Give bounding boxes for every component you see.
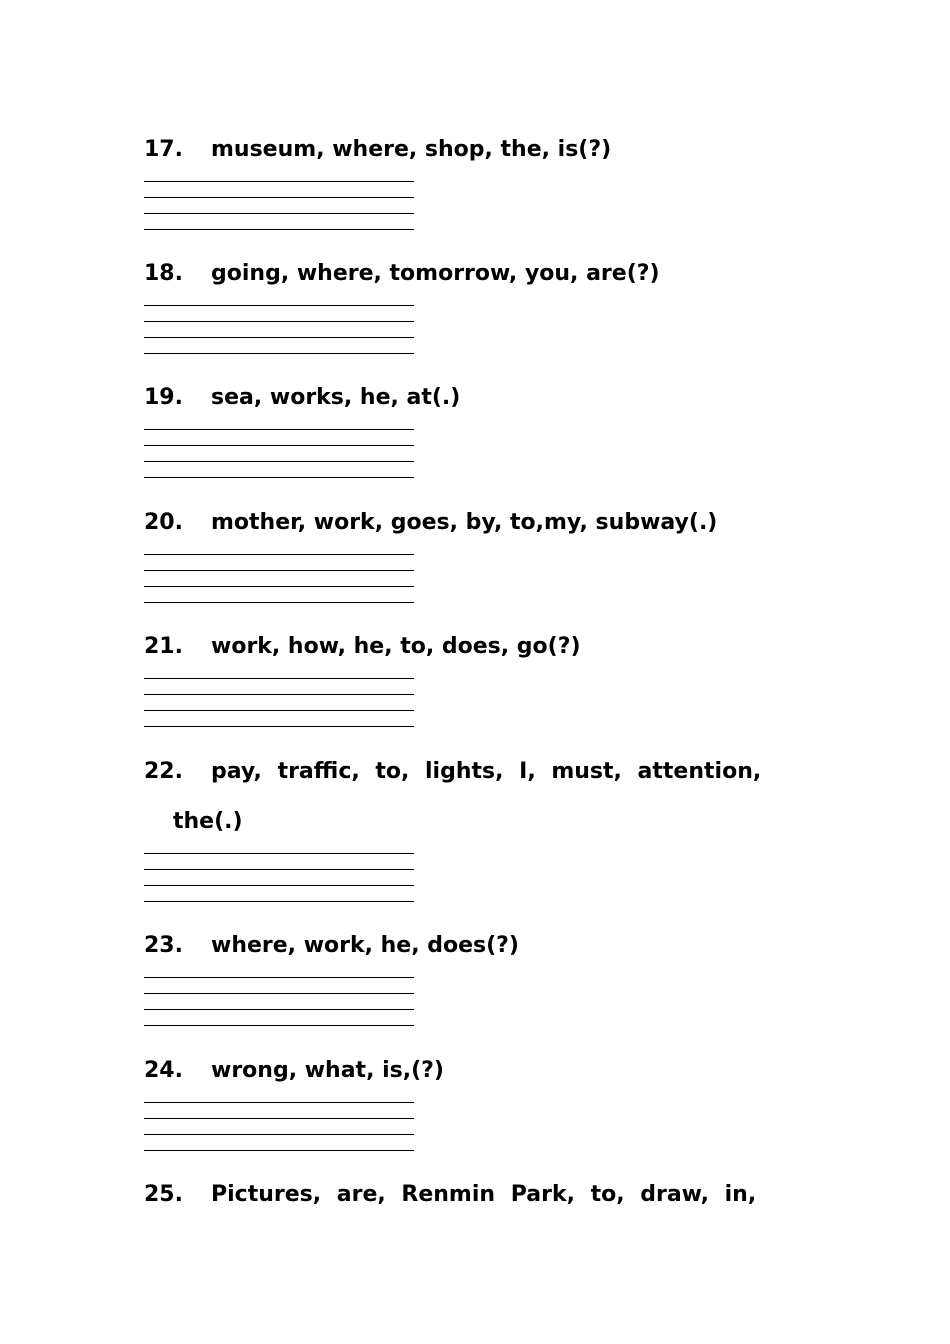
question-18 xyxy=(144,261,809,354)
question-19 xyxy=(144,385,809,478)
answer-line[interactable] xyxy=(144,181,414,182)
answer-line[interactable] xyxy=(144,570,414,571)
question-23 xyxy=(144,933,809,1026)
question-number: 22. xyxy=(144,759,183,784)
question-prompt xyxy=(144,759,809,785)
question-21 xyxy=(144,634,809,727)
question-25 xyxy=(144,1182,809,1208)
question-prompt xyxy=(144,261,809,287)
answer-line[interactable] xyxy=(144,694,414,695)
answer-line[interactable] xyxy=(144,477,414,478)
scrambled-words: where, work, he, does(?) xyxy=(211,933,519,958)
answer-line[interactable] xyxy=(144,305,414,306)
answer-lines[interactable] xyxy=(144,429,414,478)
answer-lines[interactable] xyxy=(144,678,414,727)
answer-line[interactable] xyxy=(144,1150,414,1151)
answer-line[interactable] xyxy=(144,977,414,978)
answer-line[interactable] xyxy=(144,710,414,711)
answer-line[interactable] xyxy=(144,429,414,430)
answer-line[interactable] xyxy=(144,726,414,727)
answer-line[interactable] xyxy=(144,213,414,214)
answer-line[interactable] xyxy=(144,337,414,338)
question-17 xyxy=(144,137,809,230)
answer-lines[interactable] xyxy=(144,853,414,902)
answer-line[interactable] xyxy=(144,1025,414,1026)
scrambled-words: pay, traffic, to, lights, I, must, attention, xyxy=(211,759,762,784)
answer-line[interactable] xyxy=(144,197,414,198)
question-prompt xyxy=(144,634,809,660)
question-22 xyxy=(144,759,809,902)
answer-line[interactable] xyxy=(144,1102,414,1103)
question-number: 21. xyxy=(144,634,183,659)
question-24 xyxy=(144,1058,809,1151)
answer-line[interactable] xyxy=(144,602,414,603)
question-number: 18. xyxy=(144,261,183,286)
question-prompt xyxy=(144,137,809,163)
answer-line[interactable] xyxy=(144,1134,414,1135)
question-20 xyxy=(144,510,809,603)
answer-lines[interactable] xyxy=(144,977,414,1026)
answer-line[interactable] xyxy=(144,461,414,462)
answer-line[interactable] xyxy=(144,869,414,870)
scrambled-words: going, where, tomorrow, you, are(?) xyxy=(211,261,660,286)
answer-line[interactable] xyxy=(144,1118,414,1119)
answer-line[interactable] xyxy=(144,321,414,322)
scrambled-words: mother, work, goes, by, to,my, subway(.) xyxy=(211,510,718,535)
question-number: 19. xyxy=(144,385,183,410)
question-number: 23. xyxy=(144,933,183,958)
scrambled-words: Pictures, are, Renmin Park, to, draw, in, xyxy=(211,1182,757,1207)
answer-line[interactable] xyxy=(144,993,414,994)
answer-line[interactable] xyxy=(144,885,414,886)
question-number: 25. xyxy=(144,1182,183,1207)
answer-line[interactable] xyxy=(144,554,414,555)
answer-lines[interactable] xyxy=(144,1102,414,1151)
answer-lines[interactable] xyxy=(144,305,414,354)
question-prompt xyxy=(144,385,809,411)
scrambled-words: museum, where, shop, the, is(?) xyxy=(211,137,612,162)
answer-line[interactable] xyxy=(144,853,414,854)
question-number: 17. xyxy=(144,137,183,162)
question-prompt xyxy=(144,1058,809,1084)
question-number: 24. xyxy=(144,1058,183,1083)
question-prompt xyxy=(144,510,809,536)
answer-lines[interactable] xyxy=(144,554,414,603)
answer-line[interactable] xyxy=(144,901,414,902)
answer-line[interactable] xyxy=(144,229,414,230)
answer-line[interactable] xyxy=(144,445,414,446)
question-prompt xyxy=(144,933,809,959)
answer-line[interactable] xyxy=(144,353,414,354)
answer-line[interactable] xyxy=(144,678,414,679)
answer-line[interactable] xyxy=(144,586,414,587)
question-number: 20. xyxy=(144,510,183,535)
answer-lines[interactable] xyxy=(144,181,414,230)
scrambled-words: sea, works, he, at(.) xyxy=(211,385,461,410)
scrambled-words: work, how, he, to, does, go(?) xyxy=(211,634,581,659)
question-prompt xyxy=(144,1182,809,1208)
scrambled-words: wrong, what, is,(?) xyxy=(211,1058,444,1083)
scrambled-words-continuation: the(.) xyxy=(173,809,243,834)
answer-line[interactable] xyxy=(144,1009,414,1010)
